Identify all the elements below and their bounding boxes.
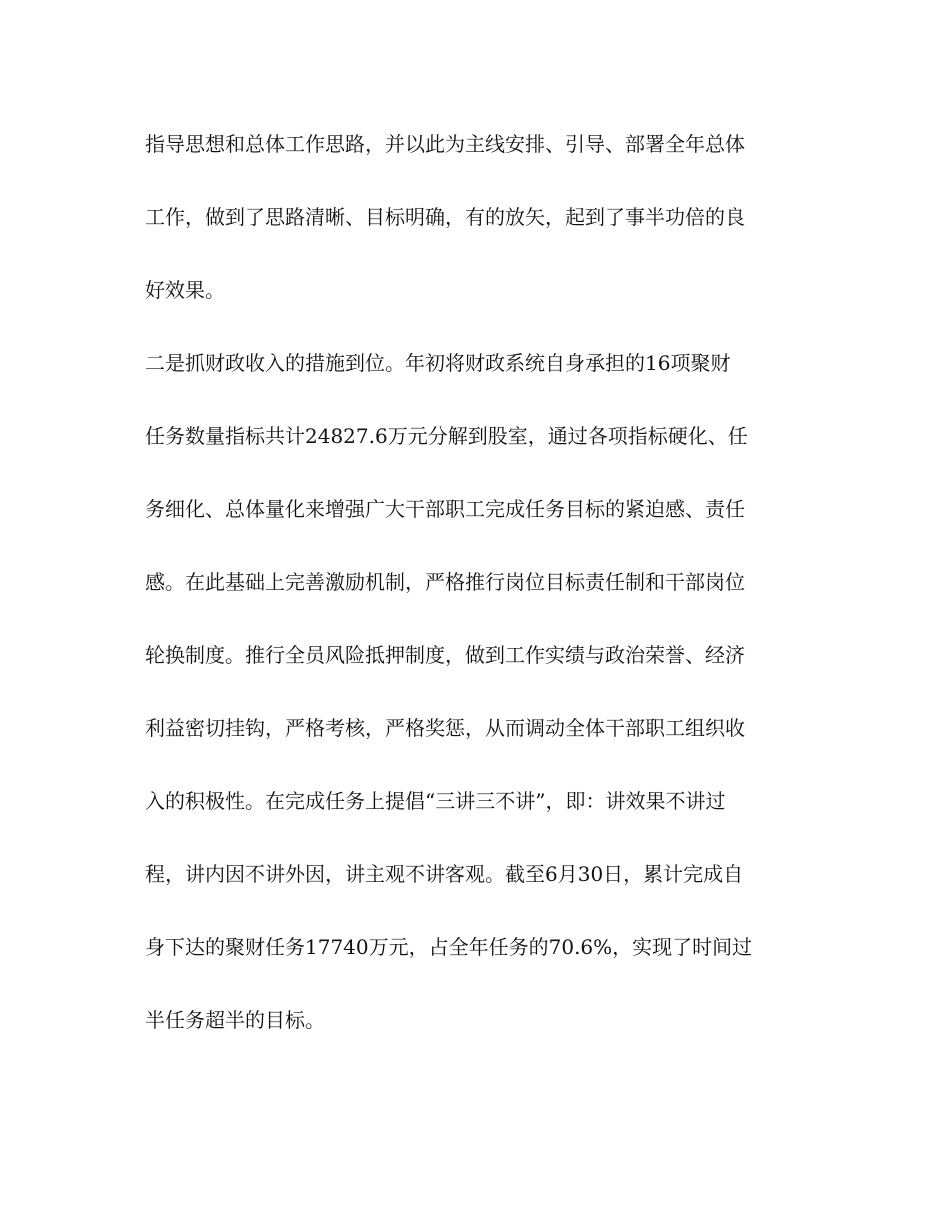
text-line: 半任务超半的目标。 [145, 1008, 325, 1032]
text-line: 利益密切挂钩，严格考核，严格奖惩，从而调动全体干部职工组织收 [145, 716, 745, 740]
text-line: 任务数量指标共计24827.6万元分解到股室，通过各项指标硬化、任 [145, 424, 748, 448]
text-line: 程，讲内因不讲外因，讲主观不讲客观。截至6月30日，累计完成自 [145, 862, 744, 886]
text-line: 身下达的聚财任务17740万元，占全年任务的70.6%，实现了时间过 [145, 935, 753, 959]
text-line: 指导思想和总体工作思路，并以此为主线安排、引导、部署全年总体 [145, 132, 745, 156]
text-line: 好效果。 [145, 278, 225, 302]
text-line: 工作，做到了思路清晰、目标明确，有的放矢，起到了事半功倍的良 [145, 205, 745, 229]
text-line: 轮换制度。推行全员风险抵押制度，做到工作实绩与政治荣誉、经济 [145, 643, 745, 667]
text-line: 二是抓财政收入的措施到位。年初将财政系统自身承担的16项聚财 [145, 351, 731, 375]
text-line: 务细化、总体量化来增强广大干部职工完成任务目标的紧迫感、责任 [145, 497, 745, 521]
text-line: 感。在此基础上完善激励机制，严格推行岗位目标责任制和干部岗位 [145, 570, 745, 594]
text-line: 入的积极性。在完成任务上提倡“三讲三不讲”，即：讲效果不讲过 [145, 789, 726, 813]
